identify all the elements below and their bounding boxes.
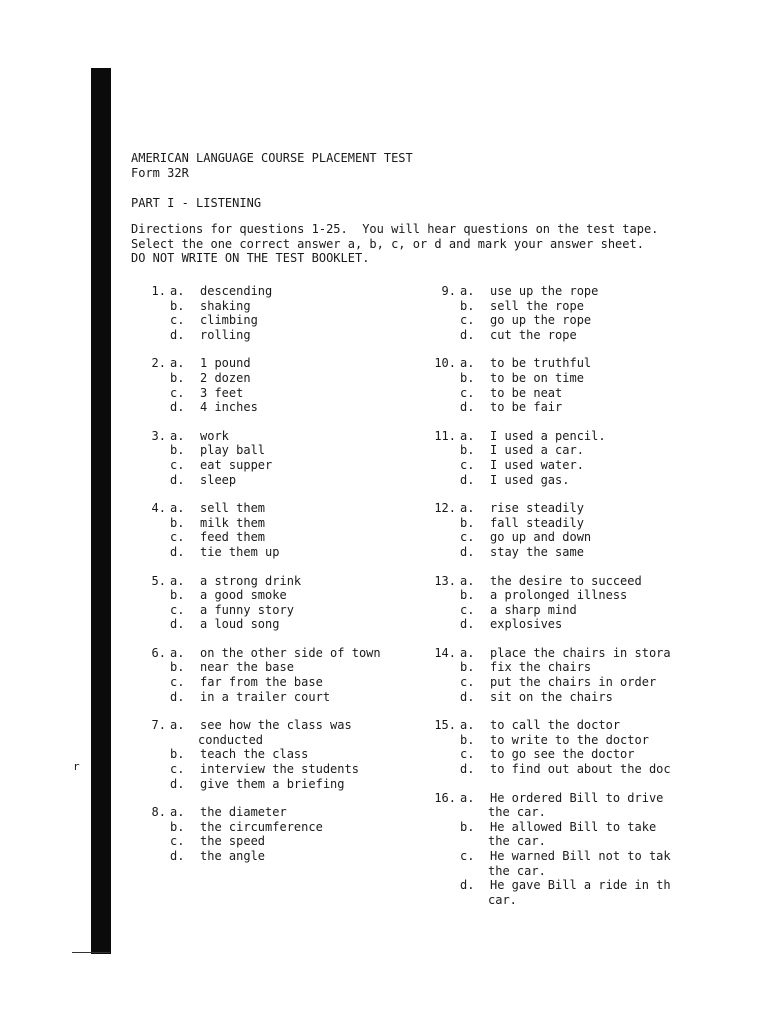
- question: [136, 718, 426, 791]
- option-letter: a.: [170, 356, 185, 371]
- option-letter: d.: [170, 849, 185, 863]
- option-letter: a.: [170, 501, 185, 516]
- answer-option: [426, 646, 696, 661]
- answer-option: [426, 545, 696, 560]
- option-text: a good smoke: [200, 588, 287, 603]
- part-title: PART I - LISTENING: [131, 196, 262, 210]
- answer-option: [136, 762, 426, 777]
- answer-option: [136, 299, 426, 314]
- answer-option: [426, 516, 696, 531]
- option-text: rise steadily: [490, 501, 584, 516]
- answer-option: [136, 834, 426, 849]
- answer-option: [136, 574, 426, 589]
- option-letter: b.: [460, 588, 475, 603]
- question-number-spacer: [136, 530, 168, 545]
- option-letter: d.: [170, 689, 185, 704]
- question-number-spacer: [426, 386, 458, 401]
- answer-option: [136, 718, 426, 733]
- option-letter: c.: [170, 675, 185, 690]
- question-number: 7.: [151, 718, 166, 733]
- answer-option: [426, 849, 696, 864]
- option-text: to be neat: [490, 385, 563, 400]
- option-text: to be truthful: [490, 356, 592, 371]
- option-letter: d.: [460, 762, 475, 777]
- option-text: interview the students: [200, 762, 359, 777]
- option-letter: a.: [460, 790, 475, 805]
- option-text: 1 pound: [200, 356, 251, 371]
- answer-option: [426, 791, 696, 806]
- option-text: He ordered Bill to drive: [490, 790, 664, 805]
- answer-option: [136, 400, 426, 415]
- option-text: a funny story: [200, 602, 294, 617]
- option-text: sit on the chairs: [490, 689, 613, 704]
- option-text: far from the base: [200, 675, 323, 690]
- option-text: play ball: [200, 443, 266, 458]
- question-number-spacer: [136, 386, 168, 401]
- answer-option: [136, 849, 426, 864]
- question-number-spacer: [136, 328, 168, 343]
- option-text: the diameter: [200, 805, 287, 820]
- answer-option: [136, 443, 426, 458]
- option-text: sell the rope: [490, 298, 584, 313]
- question-number-spacer: [426, 443, 458, 458]
- option-text-continuation: conducted: [198, 732, 264, 747]
- directions: [131, 222, 658, 266]
- option-text: I used a pencil.: [490, 428, 606, 443]
- option-letter: d.: [460, 544, 475, 559]
- question-number-spacer: [426, 660, 458, 675]
- question-number-spacer: [426, 878, 458, 893]
- answer-option: [426, 820, 696, 835]
- answer-option: [136, 501, 426, 516]
- option-text: He warned Bill not to tak: [490, 849, 671, 863]
- option-letter: a.: [170, 645, 185, 660]
- answer-option: [136, 805, 426, 820]
- question-number-spacer: [136, 762, 168, 777]
- question-number-spacer: [426, 675, 458, 690]
- option-text: to be fair: [490, 400, 563, 415]
- question: [426, 718, 696, 776]
- question-number-spacer: [426, 820, 458, 835]
- question: [136, 574, 426, 632]
- answer-option: [136, 356, 426, 371]
- answer-option: [136, 458, 426, 473]
- option-text: a sharp mind: [490, 602, 577, 617]
- answer-option: [136, 516, 426, 531]
- question-number-spacer: [136, 849, 168, 864]
- option-letter: a.: [460, 428, 475, 443]
- answer-option: [136, 284, 426, 299]
- question-number-spacer: [426, 762, 458, 777]
- question: [136, 501, 426, 559]
- option-letter: c.: [460, 675, 475, 690]
- option-letter: c.: [170, 385, 185, 400]
- option-text: I used a car.: [490, 443, 584, 458]
- option-letter: b.: [460, 370, 475, 385]
- option-text: the angle: [200, 849, 266, 863]
- question-number-spacer: [426, 603, 458, 618]
- option-text: explosives: [490, 617, 563, 632]
- question-number: 11.: [434, 428, 456, 443]
- question-number: 8.: [151, 805, 166, 820]
- option-letter: c.: [170, 762, 185, 777]
- answer-option: [136, 313, 426, 328]
- option-text: to write to the doctor: [490, 732, 649, 747]
- question-number-spacer: [136, 617, 168, 632]
- question-number: 13.: [434, 573, 456, 588]
- question-number-spacer: [426, 733, 458, 748]
- option-text: a prolonged illness: [490, 588, 628, 603]
- question-number: 10.: [434, 356, 456, 371]
- option-text: to be on time: [490, 370, 584, 385]
- option-letter: c.: [460, 747, 475, 762]
- answer-option: [136, 530, 426, 545]
- option-text: see how the class was: [200, 718, 352, 733]
- option-text: a strong drink: [200, 573, 302, 588]
- directions-line: Select the one correct answer a, b, c, or d and mark your answer sheet.: [131, 236, 644, 251]
- question-number-spacer: [136, 603, 168, 618]
- option-letter: c.: [460, 530, 475, 545]
- answer-option: [426, 328, 696, 343]
- option-letter: b.: [460, 732, 475, 747]
- option-text: to find out about the doc: [490, 762, 671, 777]
- option-text: shaking: [200, 298, 251, 313]
- answer-option: [136, 429, 426, 444]
- option-text: to call the doctor: [490, 718, 621, 733]
- option-text-continuation: the car.: [488, 805, 546, 820]
- option-letter: b.: [170, 819, 185, 834]
- question: [136, 356, 426, 414]
- question-number-spacer: [426, 473, 458, 488]
- option-letter: a.: [460, 573, 475, 588]
- option-text: eat supper: [200, 457, 273, 472]
- question-number: 5.: [151, 573, 166, 588]
- option-letter: a.: [170, 284, 185, 298]
- answer-option: [136, 386, 426, 401]
- answer-option: [426, 530, 696, 545]
- answer-option: [136, 646, 426, 661]
- option-letter: d.: [170, 327, 185, 342]
- option-letter: a.: [170, 428, 185, 443]
- option-letter: d.: [170, 544, 185, 559]
- answer-option: [426, 762, 696, 777]
- answer-option: [426, 878, 696, 893]
- question-number-spacer: [426, 299, 458, 314]
- option-letter: d.: [170, 617, 185, 632]
- option-letter: c.: [460, 602, 475, 617]
- answer-option: [426, 588, 696, 603]
- option-text: sleep: [200, 472, 237, 487]
- margin-mark: r: [73, 760, 80, 773]
- question: [136, 805, 426, 863]
- question-number-spacer: [426, 313, 458, 328]
- question-number: 2.: [151, 356, 166, 371]
- answer-option: [426, 660, 696, 675]
- question-number-spacer: [136, 443, 168, 458]
- question-number-spacer: [136, 400, 168, 415]
- questions-right-column: [426, 284, 696, 921]
- option-letter: b.: [170, 370, 185, 385]
- option-text-continuation: the car.: [488, 863, 546, 878]
- option-letter: d.: [460, 327, 475, 342]
- question-number: 12.: [434, 501, 456, 516]
- question: [136, 284, 426, 342]
- answer-option: [426, 400, 696, 415]
- option-text: place the chairs in stora: [490, 645, 671, 660]
- question-number-spacer: [136, 371, 168, 386]
- option-text-continuation: the car.: [488, 834, 546, 849]
- option-text: use up the rope: [490, 284, 599, 298]
- answer-option: [426, 501, 696, 516]
- answer-option: [426, 429, 696, 444]
- question-number-spacer: [426, 849, 458, 864]
- directions-line: DO NOT WRITE ON THE TEST BOOKLET.: [131, 251, 370, 266]
- question-number: 4.: [151, 501, 166, 516]
- question-number-spacer: [426, 400, 458, 415]
- test-form: Form 32R: [131, 165, 189, 180]
- question: [426, 574, 696, 632]
- question-number-spacer: [426, 747, 458, 762]
- question-number-spacer: [426, 545, 458, 560]
- option-letter: a.: [170, 718, 185, 733]
- question: [136, 429, 426, 487]
- option-letter: a.: [170, 805, 185, 820]
- option-letter: b.: [460, 515, 475, 530]
- option-letter: b.: [170, 660, 185, 675]
- answer-option: [136, 820, 426, 835]
- option-letter: c.: [170, 530, 185, 545]
- option-text: He gave Bill a ride in th: [490, 878, 671, 893]
- answer-option: [426, 574, 696, 589]
- answer-option: [136, 777, 426, 792]
- answer-option: [136, 603, 426, 618]
- option-text: a loud song: [200, 617, 280, 632]
- option-letter: c.: [170, 313, 185, 328]
- option-text: milk them: [200, 515, 266, 530]
- option-letter: c.: [170, 457, 185, 472]
- question-number-spacer: [426, 516, 458, 531]
- test-header: [131, 151, 413, 180]
- question-number: 16.: [434, 790, 456, 805]
- answer-option: [136, 328, 426, 343]
- question: [426, 646, 696, 704]
- option-letter: a.: [170, 573, 185, 588]
- question-number-spacer: [136, 473, 168, 488]
- option-letter: c.: [460, 385, 475, 400]
- option-letter: b.: [170, 515, 185, 530]
- option-text: work: [200, 428, 229, 443]
- option-text: I used gas.: [490, 472, 570, 487]
- question-number-spacer: [136, 834, 168, 849]
- option-letter: d.: [170, 776, 185, 791]
- question-number: 14.: [434, 645, 456, 660]
- option-text: the desire to succeed: [490, 573, 642, 588]
- question-number-spacer: [136, 675, 168, 690]
- question-number-spacer: [136, 747, 168, 762]
- question-number-spacer: [136, 690, 168, 705]
- option-letter: a.: [460, 284, 475, 298]
- answer-option: [426, 458, 696, 473]
- option-text: put the chairs in order: [490, 675, 657, 690]
- option-text: rolling: [200, 327, 251, 342]
- option-text: cut the rope: [490, 327, 577, 342]
- question-number-spacer: [136, 660, 168, 675]
- option-text: 2 dozen: [200, 370, 251, 385]
- test-title: AMERICAN LANGUAGE COURSE PLACEMENT TEST: [131, 151, 413, 165]
- answer-option: [426, 443, 696, 458]
- option-letter: c.: [170, 602, 185, 617]
- option-letter: c.: [460, 457, 475, 472]
- answer-option: [426, 747, 696, 762]
- option-text: the circumference: [200, 819, 323, 834]
- option-letter: a.: [460, 501, 475, 516]
- question: [426, 284, 696, 342]
- option-letter: b.: [460, 819, 475, 834]
- directions-line: Directions for questions 1-25. You will hear questions on the test tape.: [131, 222, 659, 236]
- answer-option: [136, 588, 426, 603]
- answer-option: [136, 371, 426, 386]
- option-text: feed them: [200, 530, 266, 545]
- answer-option: [426, 386, 696, 401]
- option-text: in a trailer court: [200, 689, 331, 704]
- option-text-continuation: car.: [488, 892, 517, 907]
- option-text: climbing: [200, 313, 258, 328]
- question-number-spacer: [426, 328, 458, 343]
- option-letter: d.: [460, 617, 475, 632]
- answer-option: [426, 299, 696, 314]
- question-number-spacer: [136, 313, 168, 328]
- option-letter: a.: [460, 718, 475, 733]
- answer-option: [136, 545, 426, 560]
- answer-option: [426, 733, 696, 748]
- option-text: 4 inches: [200, 400, 258, 415]
- answer-option: [136, 473, 426, 488]
- option-letter: c.: [460, 849, 475, 863]
- option-letter: c.: [460, 313, 475, 328]
- answer-option: [136, 660, 426, 675]
- answer-option: [426, 675, 696, 690]
- question-number-spacer: [426, 588, 458, 603]
- question-number-spacer: [136, 777, 168, 792]
- option-text: fall steadily: [490, 515, 584, 530]
- question-number-spacer: [136, 299, 168, 314]
- answer-option: [426, 371, 696, 386]
- option-text: fix the chairs: [490, 660, 592, 675]
- option-text: go up and down: [490, 530, 592, 545]
- answer-option: [136, 675, 426, 690]
- option-letter: d.: [460, 689, 475, 704]
- question-number-spacer: [136, 516, 168, 531]
- option-text: descending: [200, 284, 273, 298]
- answer-option: [136, 690, 426, 705]
- scan-margin-bar: [91, 68, 111, 954]
- question-number: 9.: [441, 284, 456, 298]
- question-number-spacer: [426, 371, 458, 386]
- question: [426, 356, 696, 414]
- answer-option: [426, 690, 696, 705]
- question-number-spacer: [136, 588, 168, 603]
- option-text: give them a briefing: [200, 776, 345, 791]
- option-letter: b.: [460, 443, 475, 458]
- option-text: stay the same: [490, 544, 584, 559]
- option-letter: d.: [460, 878, 475, 893]
- option-letter: d.: [170, 400, 185, 415]
- question-number-spacer: [136, 820, 168, 835]
- question-number: 6.: [151, 645, 166, 660]
- question-number-spacer: [426, 617, 458, 632]
- option-letter: d.: [170, 472, 185, 487]
- option-text: near the base: [200, 660, 294, 675]
- option-text: teach the class: [200, 747, 309, 762]
- question-number-spacer: [136, 545, 168, 560]
- question: [426, 501, 696, 559]
- question-number-spacer: [136, 458, 168, 473]
- option-letter: d.: [460, 400, 475, 415]
- option-text: sell them: [200, 501, 266, 516]
- answer-option: [426, 603, 696, 618]
- option-text: I used water.: [490, 457, 584, 472]
- question-number: 1.: [151, 284, 166, 298]
- question: [426, 429, 696, 487]
- option-letter: a.: [460, 356, 475, 371]
- question: [136, 646, 426, 704]
- option-letter: b.: [460, 660, 475, 675]
- option-text: the speed: [200, 834, 266, 849]
- answer-option: [426, 284, 696, 299]
- option-text: tie them up: [200, 544, 280, 559]
- option-text: on the other side of town: [200, 645, 381, 660]
- option-letter: b.: [460, 298, 475, 313]
- answer-option: [426, 313, 696, 328]
- question-number: 15.: [434, 718, 456, 733]
- option-letter: b.: [170, 588, 185, 603]
- question-number: 3.: [151, 428, 166, 443]
- option-letter: b.: [170, 443, 185, 458]
- answer-option: [426, 718, 696, 733]
- bottom-rule: [72, 952, 110, 953]
- option-letter: b.: [170, 298, 185, 313]
- answer-option: [426, 617, 696, 632]
- option-letter: a.: [460, 645, 475, 660]
- option-text: 3 feet: [200, 385, 244, 400]
- questions-left-column: [136, 284, 426, 878]
- option-text: He allowed Bill to take: [490, 819, 657, 834]
- question-number-spacer: [426, 530, 458, 545]
- question: [426, 791, 696, 908]
- question-number-spacer: [426, 690, 458, 705]
- question-number-spacer: [426, 458, 458, 473]
- answer-option: [426, 473, 696, 488]
- option-text: go up the rope: [490, 313, 592, 328]
- answer-option: [136, 617, 426, 632]
- option-letter: d.: [460, 472, 475, 487]
- option-text: to go see the doctor: [490, 747, 635, 762]
- answer-option: [426, 356, 696, 371]
- option-letter: c.: [170, 834, 185, 849]
- answer-option: [136, 747, 426, 762]
- option-letter: b.: [170, 747, 185, 762]
